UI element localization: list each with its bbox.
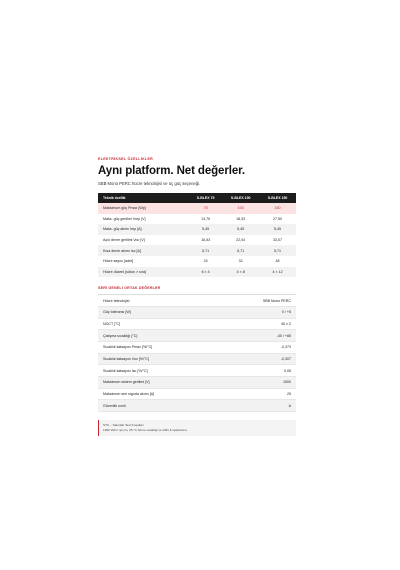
common-row-value: 25 [220,388,296,400]
common-row-label: Sıcaklık katsayısı Voc [%/°C] [98,353,220,365]
common-row-label: Güvenlik sınıfı [98,400,220,412]
common-row-label: Sıcaklık katsayısı Pmax [%/°C] [98,341,220,353]
page-subtitle: SBB Mono PERC hücre teknolojisi ve üç güç seçeneği. [98,181,201,186]
spec-cell: 18,33 [236,216,246,221]
footnote [98,420,296,436]
spec-row-label: Hücre sayısı [adet] [103,259,133,264]
common-row-value: 0,05 [220,365,296,377]
spec-cell: 33,07 [273,238,283,243]
spec-row-isc [98,245,296,256]
spec-cell: 22,04 [236,238,246,243]
common-row-value: 0 / +5 [220,306,296,318]
spec-row-cell-layout [98,267,296,278]
common-row [98,306,296,318]
common-row-label: Güç toleransı [W] [98,306,220,318]
spec-cell: 32 [238,259,243,264]
common-row-label: Maksimum seri sigorta akımı [A] [98,388,220,400]
section-label: ELEKTRİKSEL ÖZELLİKLER [98,157,154,161]
spec-row-label: Hücre düzeni [sütun × sıra] [98,267,189,278]
spec-cell: 5,71 [189,245,222,256]
spec-cell: 6 × 4 [189,267,222,278]
spec-cell: 48 [275,259,280,264]
spec-cell: 24 [203,259,208,264]
spec-row-pmax [98,203,296,214]
spec-cell: 5,71 [222,245,259,256]
spec-table-header [98,193,296,203]
common-row [98,353,296,365]
common-row [98,295,296,307]
common-row-value: SBB Mono PERC [220,295,296,307]
spec-cell: 13,75 [201,216,211,221]
spec-cell: 75 [189,203,222,214]
common-row-value: -40 / +85 [220,330,296,342]
common-row-label: NOCT [°C] [98,318,220,330]
common-row-value: -0,373 [220,341,296,353]
common-row-value: 45 ± 2 [220,318,296,330]
spec-row-label: Maksimum güç Pmax [Wp] [98,203,189,214]
spec-row-label: Kısa devre akımı Isc [A] [98,245,189,256]
spec-header-model-150: S-BLEX 150 [259,193,296,203]
spec-cell: 4 × 12 [259,267,296,278]
common-row-value: -0,307 [220,353,296,365]
spec-header-model-100: S-BLEX 100 [222,193,259,203]
spec-cell: 5,45 [189,224,222,235]
footnote-line-1: STC – Standart Test Koşulları [103,422,144,427]
common-row-value: A [220,400,296,412]
common-row [98,400,296,412]
spec-table [98,193,296,277]
common-row [98,376,296,388]
common-row-label: Sıcaklık katsayısı Isc [%/°C] [98,365,220,377]
spec-row-cell-count [98,256,296,267]
common-row [98,365,296,377]
spec-cell: 16,53 [201,238,211,243]
spec-row-imp [98,224,296,235]
spec-row-label: Maks. güç gerilimi Vmp [V] [103,216,146,221]
common-row-label: Çalışma sıcaklığı [°C] [98,330,220,342]
spec-row-voc [98,235,296,246]
common-row [98,318,296,330]
spec-cell: 5,45 [222,224,259,235]
spec-cell: 150 [259,203,296,214]
electrical-specs-section [98,157,296,436]
common-row [98,388,296,400]
spec-row-label: Maks. güç akımı Imp [A] [98,224,189,235]
common-row-value: 1500 [220,376,296,388]
spec-header-feature: Teknik özellik [98,193,189,203]
spec-cell: 4 × 8 [222,267,259,278]
footnote-line-2: 1000 W/m² ışınım, 25 °C hücre sıcaklığı ve AM1,5 spektrumu. [103,427,188,432]
spec-cell: 27,50 [273,216,283,221]
common-row-label: Maksimum sistem gerilimi [V] [98,376,220,388]
spec-cell: 100 [222,203,259,214]
spec-cell: 5,45 [259,224,296,235]
common-row [98,330,296,342]
common-section-label: SERİ GENELİ ORTAK DEĞERLER [98,286,161,291]
common-values-table [98,294,296,412]
spec-row-label: Açık devre gerilimi Voc [V] [103,238,145,243]
common-row [98,341,296,353]
spec-cell: 5,71 [259,245,296,256]
spec-row-vmp [98,214,296,225]
spec-header-model-75: S-BLEX 75 [189,193,222,203]
common-row-label: Hücre teknolojisi [98,295,220,307]
page-title: Aynı platform. Net değerler. [98,165,245,177]
